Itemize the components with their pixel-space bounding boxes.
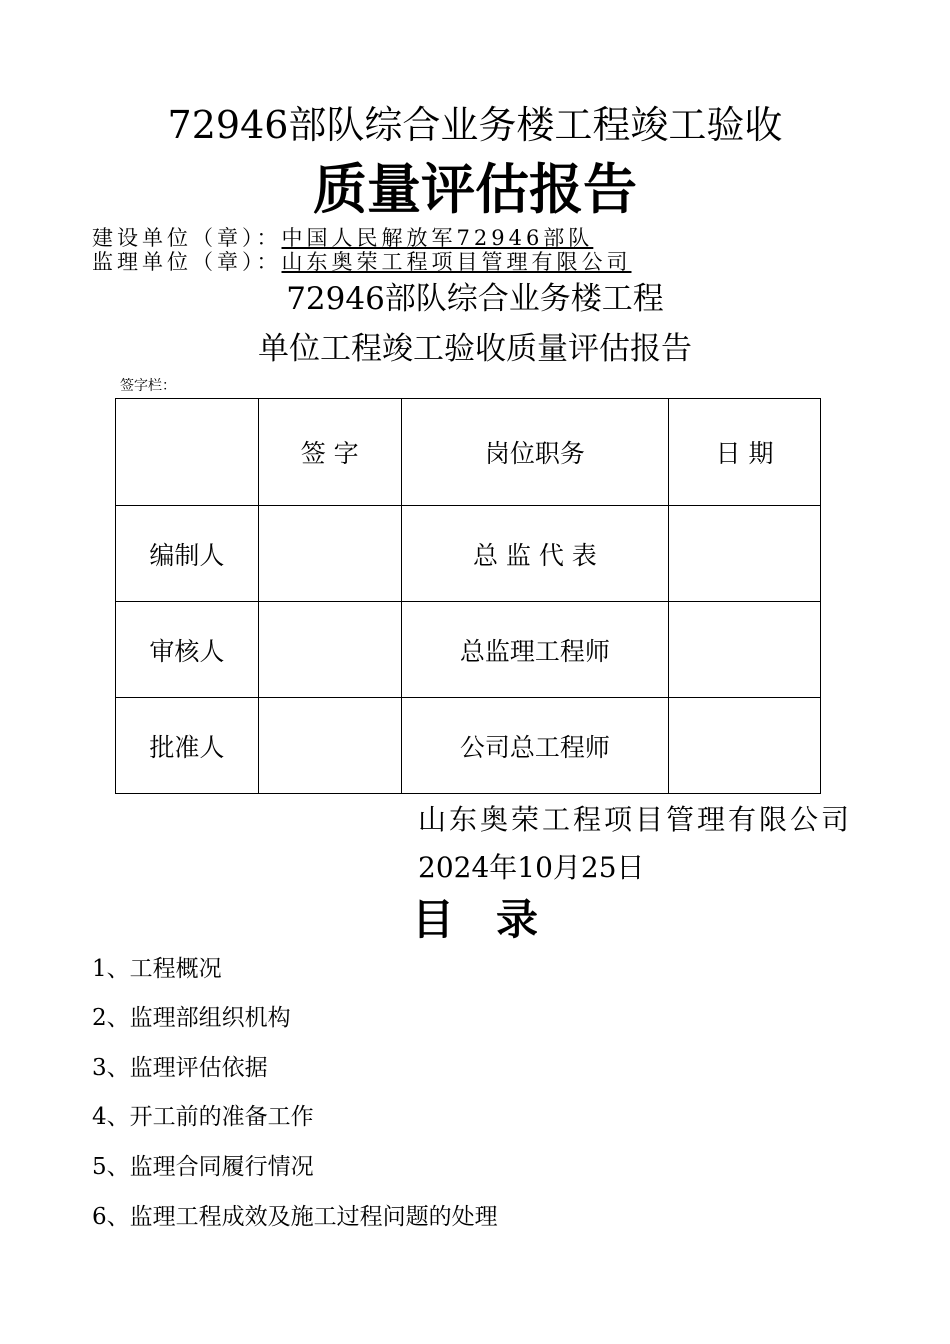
toc-item[interactable]: 1、工程概况 — [92, 956, 222, 982]
date-cell — [669, 698, 821, 794]
position-cell: 公司总工程师 — [401, 698, 669, 794]
toc-item[interactable]: 6、监理工程成效及施工过程问题的处理 — [92, 1204, 498, 1230]
table-header-row — [116, 399, 821, 506]
signature-cell — [258, 602, 401, 698]
signature-cell — [258, 698, 401, 794]
report-title-line2: 质量评估报告 — [313, 157, 637, 221]
supervision-unit-label: 监理单位（章）： — [92, 250, 282, 274]
header-cell-position: 岗位职务 — [401, 399, 669, 506]
subtitle-line1: 72946部队综合业务楼工程 — [286, 281, 664, 317]
signature-cell — [258, 506, 401, 602]
construction-unit-row — [92, 226, 593, 250]
toc-item[interactable]: 5、监理合同履行情况 — [92, 1154, 314, 1180]
role-cell: 批准人 — [116, 698, 259, 794]
report-date: 2024年10月25日 — [418, 851, 645, 884]
table-row — [116, 602, 821, 698]
toc-item[interactable]: 3、监理评估依据 — [92, 1055, 268, 1081]
role-cell: 编制人 — [116, 506, 259, 602]
company-name: 山东奥荣工程项目管理有限公司 — [418, 803, 853, 836]
signature-table — [115, 398, 821, 794]
position-cell: 总监理工程师 — [401, 602, 669, 698]
report-title-line1: 72946部队综合业务楼工程竣工验收 — [167, 103, 783, 147]
header-cell-signature: 签 字 — [258, 399, 401, 506]
supervision-unit-value: 山东奥荣工程项目管理有限公司 — [281, 250, 632, 274]
date-cell — [669, 506, 821, 602]
subtitle-line2: 单位工程竣工验收质量评估报告 — [258, 331, 692, 367]
header-cell-date: 日 期 — [669, 399, 821, 506]
header-cell-empty — [116, 399, 259, 506]
date-cell — [669, 602, 821, 698]
construction-unit-value: 中国人民解放军72946部队 — [281, 226, 594, 250]
toc-item[interactable]: 4、开工前的准备工作 — [92, 1104, 314, 1130]
table-row — [116, 506, 821, 602]
toc-title: 目 录 — [411, 895, 538, 944]
construction-unit-label: 建设单位（章）： — [92, 226, 282, 250]
role-cell: 审核人 — [116, 602, 259, 698]
toc-item[interactable]: 2、监理部组织机构 — [92, 1005, 291, 1031]
position-cell: 总 监 代 表 — [401, 506, 669, 602]
table-row — [116, 698, 821, 794]
signature-caption: 签字栏： — [120, 378, 176, 394]
supervision-unit-row — [92, 250, 632, 274]
